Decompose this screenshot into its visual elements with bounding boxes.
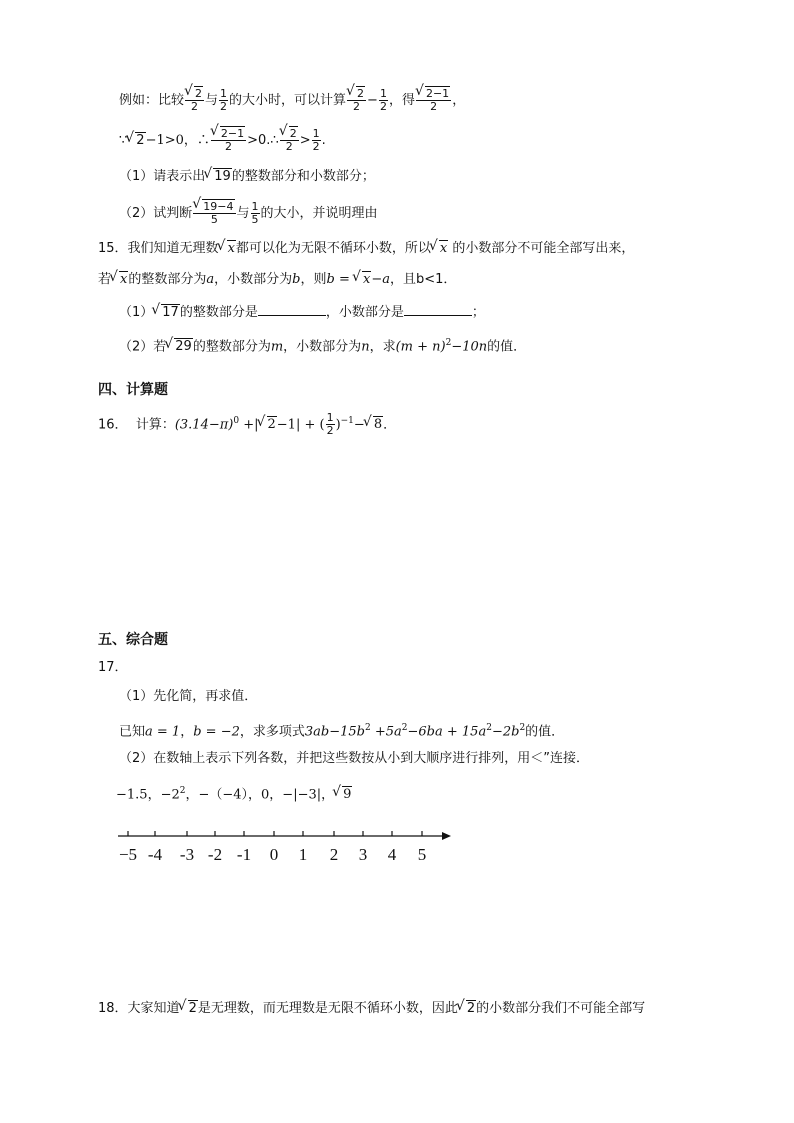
axis-tick-label: 4: [387, 845, 397, 864]
axis-tick-label: 0: [269, 845, 279, 864]
example-line-2: ∵√ 2−1>0，∴ √ $\frac{2-1}{2}$ >0.∴ √ $\frac{2}{2}$ > $\frac{1}{2}$ .: [119, 128, 326, 153]
axis-tick-label: 2: [329, 845, 339, 864]
axis-tick-label: 1: [298, 845, 308, 864]
axis-tick-label: -1: [236, 845, 252, 864]
q17-numbers: −1.5，$-2^2$，−（−4），0，−|−3|，√ 9: [116, 781, 352, 805]
answer-blank[interactable]: [258, 302, 326, 316]
example-line-1: 例如：比较 √ $\frac{2}{2}$ 与 $\frac{1}{2}$ 的大小时，可以计算 √ $\frac{2}{2}$ − $\frac{1}{2}$ ，得 √ $\frac{2-1}{2}$ ，: [119, 88, 465, 113]
axis-tick-label: -4: [147, 845, 163, 864]
q17-part-2: （2）在数轴上表示下列各数，并把这些数按从小到大顺序进行排列，用＜”连接．: [119, 751, 590, 766]
q17-number: 17．: [98, 660, 128, 675]
q15-line-2: 若√ x的整数部分为a，小数部分为b，则b = √ x−a，且b<1．: [98, 270, 456, 290]
axis-tick-label: -3: [179, 845, 195, 864]
axis-tick-label: 5: [417, 845, 427, 864]
q15-line-1: 15．我们知道无理数√ x都可以化为无限不循环小数，所以√ x 的小数部分不可能全部写出来，: [98, 239, 634, 259]
axis-tick-label: −5: [118, 845, 138, 864]
q17-part-1: （1）先化简，再求值．: [119, 689, 258, 704]
q15-part-2: （2）若√ 29的整数部分为m，小数部分为n，求$(m + n)^2-10n$的值．: [119, 333, 526, 357]
axis-tick-label: 3: [358, 845, 368, 864]
example-question-1: （1）请表示出√ 19的整数部分和小数部分；: [119, 167, 375, 187]
example-question-2: （2）试判断 √ $\frac{19-4}{5}$ 与 $\frac{1}{5}$ 的大小，并说明理由: [119, 201, 378, 226]
section-title: 五、综合题: [98, 632, 168, 648]
q18-line: 18．大家知道√ 2是无理数，而无理数是无限不循环小数，因此√ 2的小数部分我们不可能全部写: [98, 999, 645, 1019]
axis-tick-label: -2: [207, 845, 223, 864]
section-title: 四、计算题: [98, 382, 168, 398]
answer-blank[interactable]: [404, 302, 472, 316]
q16-line: 16． 计算：$(3.14-\pi)^0$ +|√ 2−1| + ( $\frac{1}{2}$ )$^{-1}$−√ 8．: [98, 411, 396, 437]
q15-part-1: （1）√ 17的整数部分是 ，小数部分是 ；: [119, 302, 485, 323]
q17-given: 已知a = 1，b = −2，求多项式$3ab-15b^2 +5a^2-6ba + 15a^2-2b^2$的值．: [119, 723, 565, 740]
number-line: [110, 822, 455, 867]
